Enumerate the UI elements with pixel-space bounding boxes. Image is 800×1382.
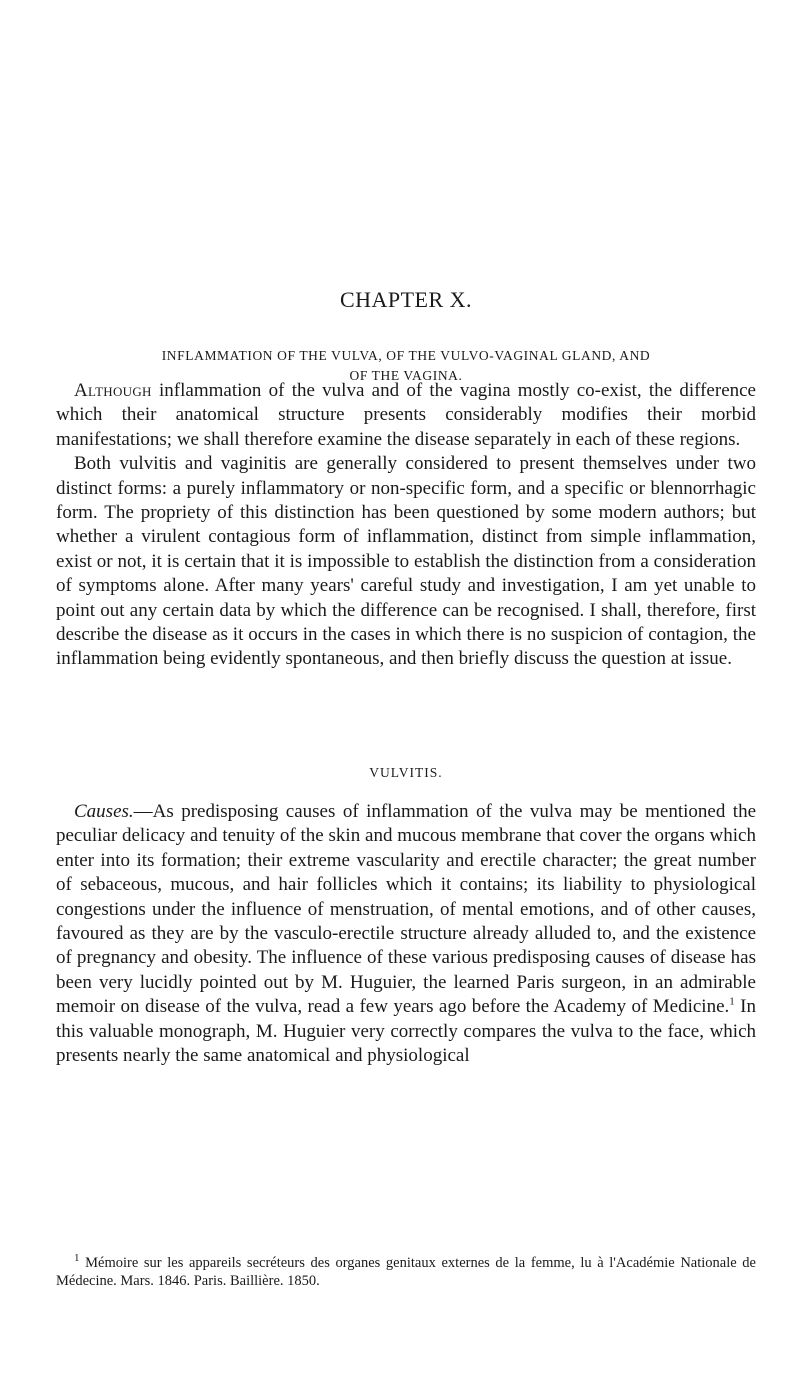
footnote-reference: 1	[729, 995, 735, 1008]
chapter-subject-line-1: INFLAMMATION OF THE VULVA, OF THE VULVO-VAGINAL GLAND, AND	[161, 348, 651, 363]
footnote-text: Mémoire sur les appareils secréteurs des organes genitaux externes de la femme, lu à l'Académie Nationale de Médecine. Mars. 1846. Paris. Baillière. 1850.	[56, 1255, 756, 1289]
causes-paragraph	[56, 800, 756, 1068]
chapter-subject-line-2: OF THE VAGINA.	[349, 368, 463, 383]
intro-paragraph-1	[56, 379, 756, 452]
intro-paragraph-1-text: inflammation of the vulva and of the vagina mostly co-exist, the difference which their anatomical structure presents considerably modifies their morbid manifestations; we shall therefore examine the disease separately in each of these regions.	[56, 380, 756, 450]
chapter-title: CHAPTER X.	[339, 287, 473, 312]
intro-text	[56, 379, 756, 672]
causes-label: Causes.	[74, 801, 134, 822]
footnote	[56, 1254, 756, 1290]
intro-lead-word: Although	[74, 380, 152, 401]
vulvitis-heading: VULVITIS.	[369, 765, 443, 780]
footnote-marker: 1	[74, 1252, 80, 1265]
causes-paragraph-text-continued: In this valuable monograph, M. Huguier very correctly compares the vulva to the face, which presents nearly the same anatomical and physiological	[56, 996, 756, 1067]
causes-paragraph-text: —As predisposing causes of inflammation of the vulva may be mentioned the peculiar delicacy and tenuity of the skin and mucous membrane that cover the organs which enter into its formation; their extreme vascularity and erectile character; the great number of sebaceous, mucous, and hair follicles which it contains; its liability to physiological congestions under the influence of menstruation, of mental emotions, and of other causes, favoured as they are by the vasculo-erectile structure already alluded to, and the existence of pregnancy and obesity. The influence of these various predisposing causes of disease has been very lucidly pointed out by M. Huguier, the learned Paris surgeon, in an admirable memoir on disease of the vulva, read a few years ago before the Academy of Medicine.	[56, 801, 756, 1018]
causes-text	[56, 800, 756, 1068]
intro-paragraph-2: Both vulvitis and vaginitis are generally considered to present themselves under two distinct forms: a purely inflammatory or non-specific form, and a specific or blennorrhagic form. The propriety of this distinction has been questioned by some modern authors; but whether a virulent contagious form of inflammation, distinct from simple inflammation, exist or not, it is certain that it is impossible to establish the distinction from a consideration of symptoms alone. After many years' careful study and investigation, I am yet unable to point out any certain data by which the difference can be recognised. I shall, therefore, first describe the disease as it occurs in the cases in which there is no suspicion of contagion, the inflammation being evidently spontaneous, and then briefly discuss the question at issue.	[56, 453, 756, 670]
